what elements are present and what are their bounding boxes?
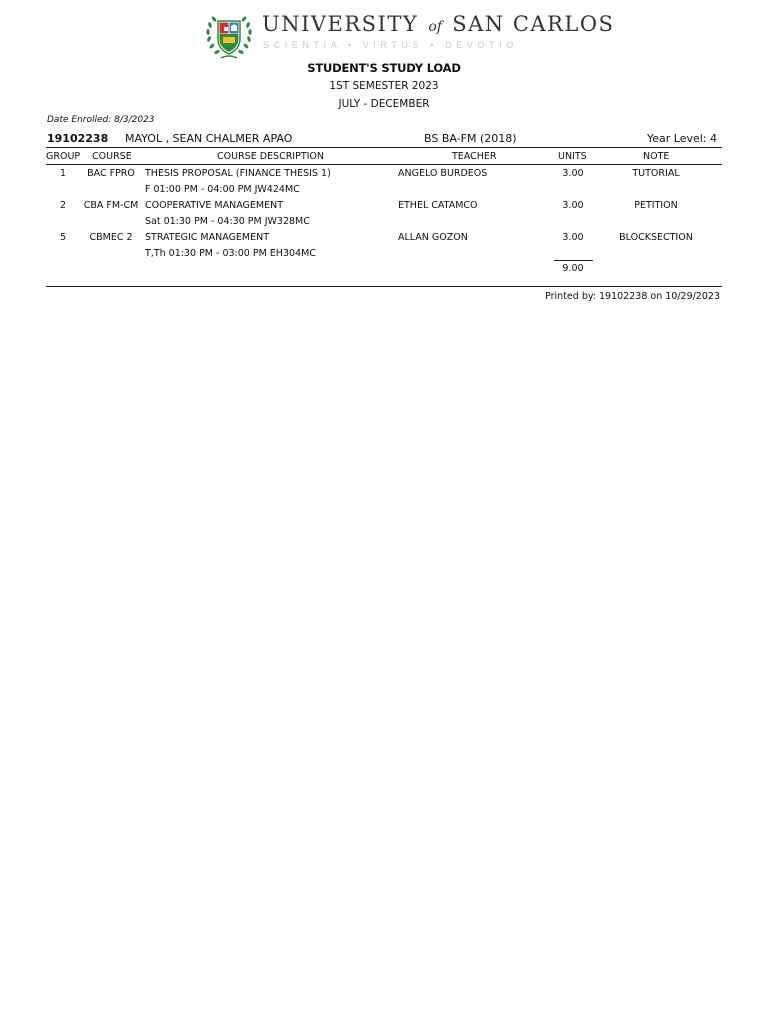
university-name-right: SAN CARLOS: [452, 12, 615, 36]
row-course: BAC FPRO: [87, 168, 135, 179]
total-units: 9.00: [562, 263, 584, 274]
row-teacher: ETHEL CATAMCO: [398, 200, 478, 211]
university-name-of: of: [428, 19, 443, 35]
year-level: Year Level: 4: [646, 132, 717, 145]
row-schedule: T,Th 01:30 PM - 03:00 PM EH304MC: [145, 248, 316, 259]
date-enrolled: Date Enrolled: 8/3/2023: [47, 115, 155, 125]
header-divider: [46, 147, 722, 148]
row-description: STRATEGIC MANAGEMENT: [145, 232, 270, 243]
row-units: 3.00: [562, 168, 584, 179]
column-header-divider: [46, 164, 722, 165]
column-header-teacher: TEACHER: [452, 151, 497, 162]
row-units: 3.00: [562, 232, 584, 243]
row-group: 5: [59, 232, 67, 243]
row-description: COOPERATIVE MANAGEMENT: [145, 200, 284, 211]
row-note: PETITION: [634, 200, 678, 211]
row-group: 1: [59, 168, 67, 179]
row-group: 2: [59, 200, 67, 211]
printed-by: Printed by: 19102238 on 10/29/2023: [545, 291, 720, 302]
row-course: CBMEC 2: [89, 232, 133, 243]
university-name: [262, 12, 614, 36]
period-label: JULY - DECEMBER: [338, 98, 430, 110]
footer-divider: [46, 286, 722, 287]
university-motto: SCIENTIA • VIRTUS • DEVOTIO: [263, 40, 518, 50]
row-schedule: Sat 01:30 PM - 04:30 PM JW328MC: [145, 216, 310, 227]
column-header-note: NOTE: [643, 151, 670, 162]
column-header-course: COURSE: [92, 151, 132, 162]
column-header-units: UNITS: [558, 151, 587, 162]
program: BS BA-FM (2018): [424, 132, 517, 145]
column-header-description: COURSE DESCRIPTION: [217, 151, 325, 162]
student-name: MAYOL , SEAN CHALMER APAO: [125, 132, 293, 145]
row-note: TUTORIAL: [632, 168, 680, 179]
page-title: STUDENT'S STUDY LOAD: [307, 61, 461, 75]
row-description: THESIS PROPOSAL (FINANCE THESIS 1): [145, 168, 331, 179]
university-seal-logo: [203, 9, 255, 61]
university-name-left: UNIVERSITY: [262, 12, 419, 36]
row-teacher: ALLAN GOZON: [398, 232, 468, 243]
student-id: 19102238: [47, 132, 109, 145]
row-schedule: F 01:00 PM - 04:00 PM JW424MC: [145, 184, 300, 195]
row-units: 3.00: [562, 200, 584, 211]
row-note: BLOCKSECTION: [619, 232, 693, 243]
total-units-divider: [554, 260, 593, 261]
row-course: CBA FM-CM: [83, 200, 139, 211]
column-header-group: GROUP: [46, 151, 81, 162]
semester-label: 1ST SEMESTER 2023: [329, 80, 439, 92]
row-teacher: ANGELO BURDEOS: [398, 168, 488, 179]
